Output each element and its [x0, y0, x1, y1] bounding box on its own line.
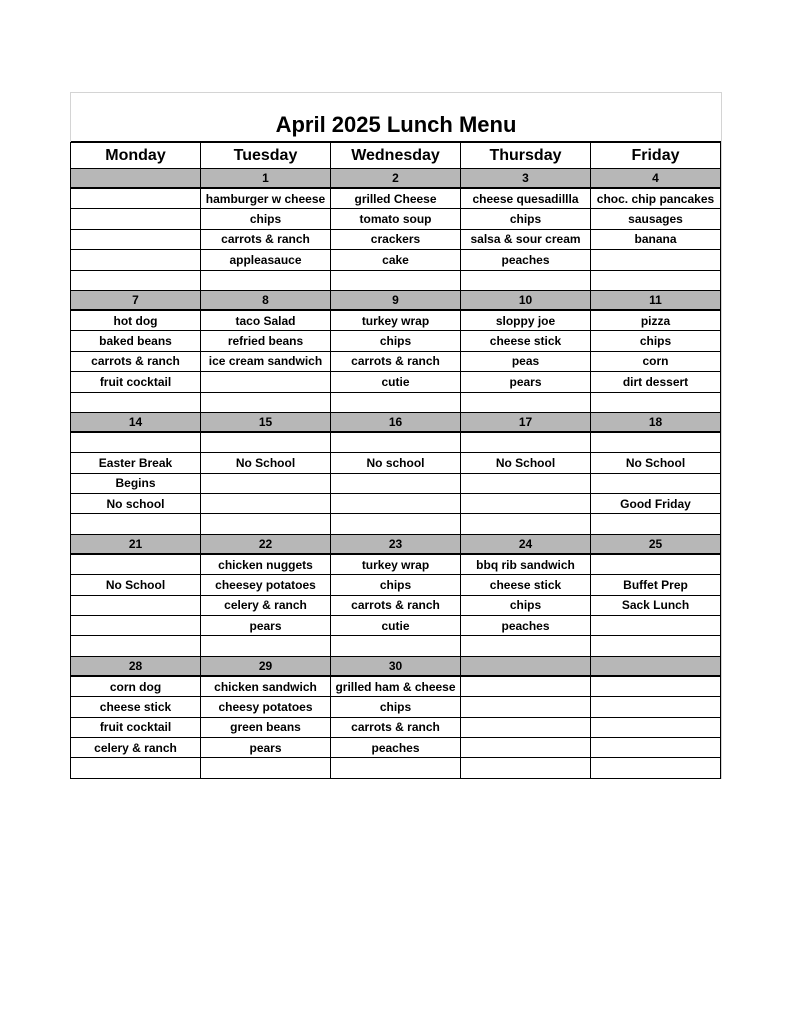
menu-item-cell: peaches [461, 616, 591, 636]
menu-item-cell [201, 432, 331, 453]
menu-item-row [71, 250, 721, 270]
menu-item-cell [461, 514, 591, 534]
date-cell: 8 [201, 290, 331, 310]
date-cell: 15 [201, 412, 331, 432]
menu-item-cell: dirt dessert [591, 372, 721, 392]
date-cell: 18 [591, 412, 721, 432]
date-cell: 10 [461, 290, 591, 310]
menu-item-cell [331, 392, 461, 412]
date-cell: 1 [201, 169, 331, 189]
weekday-header-tuesday: Tuesday [201, 143, 331, 169]
menu-item-cell [71, 636, 201, 656]
menu-item-cell [461, 758, 591, 778]
weekday-header-thursday: Thursday [461, 143, 591, 169]
menu-item-cell: pizza [591, 310, 721, 331]
menu-item-cell [71, 616, 201, 636]
menu-item-cell [71, 250, 201, 270]
menu-item-cell: chips [461, 595, 591, 615]
menu-item-cell [461, 432, 591, 453]
menu-item-cell [591, 392, 721, 412]
menu-item-cell [591, 554, 721, 575]
menu-item-cell: peas [461, 351, 591, 371]
date-cell: 2 [331, 169, 461, 189]
menu-item-row [71, 209, 721, 229]
menu-item-cell [591, 737, 721, 757]
menu-item-cell: cutie [331, 616, 461, 636]
weekday-header-monday: Monday [71, 143, 201, 169]
menu-item-cell: cheesey potatoes [201, 575, 331, 595]
menu-item-cell: bbq rib sandwich [461, 554, 591, 575]
date-cell: 21 [71, 534, 201, 554]
menu-item-cell: choc. chip pancakes [591, 188, 721, 209]
menu-item-cell [331, 514, 461, 534]
menu-item-cell: cutie [331, 372, 461, 392]
menu-item-cell [71, 595, 201, 615]
menu-item-cell: corn [591, 351, 721, 371]
menu-item-cell [591, 270, 721, 290]
menu-item-cell: cheese quesadillla [461, 188, 591, 209]
menu-item-cell: green beans [201, 717, 331, 737]
menu-item-cell: No school [71, 494, 201, 514]
date-cell: 9 [331, 290, 461, 310]
date-cell [461, 656, 591, 676]
menu-item-cell: carrots & ranch [331, 351, 461, 371]
menu-item-cell [71, 392, 201, 412]
menu-item-cell: chicken sandwich [201, 676, 331, 697]
menu-item-cell [331, 636, 461, 656]
date-cell: 3 [461, 169, 591, 189]
menu-item-row [71, 514, 721, 534]
menu-item-cell [201, 636, 331, 656]
menu-item-row [71, 717, 721, 737]
menu-item-cell: taco Salad [201, 310, 331, 331]
menu-item-cell [461, 270, 591, 290]
menu-item-row [71, 188, 721, 209]
menu-item-cell [591, 432, 721, 453]
menu-item-cell [71, 514, 201, 534]
menu-item-row [71, 758, 721, 778]
weekday-header-row [71, 143, 721, 169]
date-cell: 14 [71, 412, 201, 432]
menu-item-cell [201, 372, 331, 392]
lunch-menu-table [70, 142, 721, 779]
menu-item-cell: banana [591, 229, 721, 249]
menu-item-row [71, 595, 721, 615]
menu-item-cell: chips [331, 575, 461, 595]
date-cell: 24 [461, 534, 591, 554]
menu-item-cell: sausages [591, 209, 721, 229]
menu-item-cell [461, 737, 591, 757]
menu-item-cell [71, 758, 201, 778]
menu-item-cell [461, 636, 591, 656]
menu-item-cell [71, 209, 201, 229]
menu-item-cell: celery & ranch [201, 595, 331, 615]
menu-item-cell: chips [591, 331, 721, 351]
menu-item-row [71, 473, 721, 493]
menu-item-row [71, 575, 721, 595]
menu-item-cell [461, 697, 591, 717]
menu-sheet [70, 92, 722, 779]
menu-item-row [71, 310, 721, 331]
menu-item-row [71, 636, 721, 656]
menu-title-cell [71, 93, 721, 142]
menu-item-cell: carrots & ranch [331, 717, 461, 737]
menu-item-cell [201, 270, 331, 290]
weekday-header-wednesday: Wednesday [331, 143, 461, 169]
menu-item-row [71, 229, 721, 249]
menu-item-cell: chips [461, 209, 591, 229]
menu-item-cell [331, 758, 461, 778]
menu-item-cell: pears [461, 372, 591, 392]
menu-item-cell [71, 432, 201, 453]
menu-item-cell: ice cream sandwich [201, 351, 331, 371]
menu-item-cell [71, 188, 201, 209]
menu-item-cell: Buffet Prep [591, 575, 721, 595]
menu-item-cell: Sack Lunch [591, 595, 721, 615]
weekday-header-friday: Friday [591, 143, 721, 169]
menu-item-cell: grilled Cheese [331, 188, 461, 209]
menu-item-cell: salsa & sour cream [461, 229, 591, 249]
menu-item-cell: pears [201, 737, 331, 757]
menu-item-row [71, 494, 721, 514]
menu-item-cell: celery & ranch [71, 737, 201, 757]
menu-item-cell: chips [201, 209, 331, 229]
menu-item-row [71, 676, 721, 697]
menu-item-cell: No School [71, 575, 201, 595]
menu-item-cell: Begins [71, 473, 201, 493]
date-cell: 29 [201, 656, 331, 676]
menu-item-cell: carrots & ranch [331, 595, 461, 615]
date-cell: 7 [71, 290, 201, 310]
date-row [71, 656, 721, 676]
menu-item-cell: carrots & ranch [201, 229, 331, 249]
menu-item-cell: No School [461, 453, 591, 473]
menu-item-cell [331, 473, 461, 493]
menu-item-row [71, 453, 721, 473]
date-cell [591, 656, 721, 676]
menu-item-cell [201, 514, 331, 534]
menu-item-row [71, 270, 721, 290]
menu-item-cell: No school [331, 453, 461, 473]
menu-item-cell [331, 432, 461, 453]
date-row [71, 290, 721, 310]
menu-item-row [71, 331, 721, 351]
menu-item-cell: fruit cocktail [71, 372, 201, 392]
date-cell: 25 [591, 534, 721, 554]
menu-item-cell [591, 514, 721, 534]
menu-item-cell: cheese stick [461, 331, 591, 351]
date-cell: 28 [71, 656, 201, 676]
date-row [71, 412, 721, 432]
menu-item-cell [461, 717, 591, 737]
menu-item-cell: chips [331, 697, 461, 717]
menu-item-cell [461, 676, 591, 697]
menu-item-cell: pears [201, 616, 331, 636]
menu-item-cell: corn dog [71, 676, 201, 697]
menu-item-cell: cheese stick [71, 697, 201, 717]
menu-item-cell: turkey wrap [331, 554, 461, 575]
menu-item-row [71, 392, 721, 412]
menu-item-row [71, 351, 721, 371]
menu-item-cell [591, 250, 721, 270]
menu-item-cell [71, 270, 201, 290]
date-cell: 17 [461, 412, 591, 432]
menu-item-cell: baked beans [71, 331, 201, 351]
menu-item-row [71, 616, 721, 636]
menu-item-cell: peaches [331, 737, 461, 757]
menu-item-cell [591, 473, 721, 493]
menu-item-cell: hamburger w cheese [201, 188, 331, 209]
menu-item-cell [71, 229, 201, 249]
menu-item-cell [461, 392, 591, 412]
date-cell: 22 [201, 534, 331, 554]
menu-item-row [71, 432, 721, 453]
menu-item-cell: sloppy joe [461, 310, 591, 331]
menu-item-row [71, 554, 721, 575]
menu-item-cell: fruit cocktail [71, 717, 201, 737]
menu-item-cell: tomato soup [331, 209, 461, 229]
menu-item-cell: cheesy potatoes [201, 697, 331, 717]
menu-item-cell: Good Friday [591, 494, 721, 514]
menu-item-cell: chicken nuggets [201, 554, 331, 575]
date-cell: 23 [331, 534, 461, 554]
menu-item-cell: hot dog [71, 310, 201, 331]
menu-item-cell [201, 758, 331, 778]
menu-item-row [71, 372, 721, 392]
menu-item-cell: peaches [461, 250, 591, 270]
menu-item-cell: Easter Break [71, 453, 201, 473]
menu-item-cell [201, 473, 331, 493]
menu-item-cell [201, 392, 331, 412]
date-cell: 30 [331, 656, 461, 676]
menu-item-row [71, 697, 721, 717]
menu-item-cell: chips [331, 331, 461, 351]
menu-item-cell: carrots & ranch [71, 351, 201, 371]
menu-item-cell [461, 494, 591, 514]
date-cell [71, 169, 201, 189]
menu-item-cell: cake [331, 250, 461, 270]
date-cell: 11 [591, 290, 721, 310]
date-cell: 4 [591, 169, 721, 189]
menu-item-cell: grilled ham & cheese [331, 676, 461, 697]
menu-item-cell [71, 554, 201, 575]
menu-item-cell [331, 494, 461, 514]
menu-item-cell [201, 494, 331, 514]
menu-item-cell [461, 473, 591, 493]
menu-item-row [71, 737, 721, 757]
page-title: April 2025 Lunch Menu [275, 112, 517, 137]
menu-body [71, 169, 721, 779]
menu-item-cell [331, 270, 461, 290]
date-cell: 16 [331, 412, 461, 432]
menu-item-cell [591, 758, 721, 778]
menu-item-cell [591, 616, 721, 636]
menu-item-cell [591, 636, 721, 656]
menu-item-cell: refried beans [201, 331, 331, 351]
menu-item-cell: turkey wrap [331, 310, 461, 331]
menu-item-cell [591, 697, 721, 717]
menu-item-cell: No School [201, 453, 331, 473]
menu-item-cell: cheese stick [461, 575, 591, 595]
menu-item-cell: appleasauce [201, 250, 331, 270]
date-row [71, 534, 721, 554]
menu-item-cell: crackers [331, 229, 461, 249]
menu-item-cell [591, 676, 721, 697]
menu-item-cell: No School [591, 453, 721, 473]
date-row [71, 169, 721, 189]
menu-item-cell [591, 717, 721, 737]
